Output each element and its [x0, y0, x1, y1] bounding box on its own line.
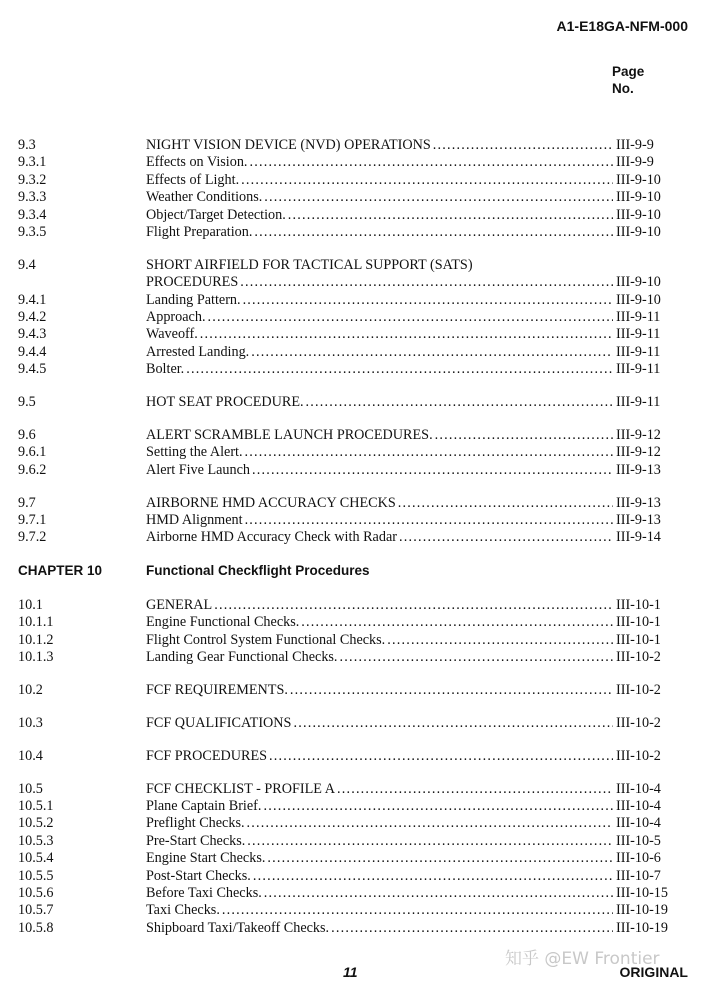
section-title: Approach. — [146, 309, 206, 326]
toc-entry[interactable] — [18, 815, 678, 832]
section-title: SHORT AIRFIELD FOR TACTICAL SUPPORT (SATS) — [146, 256, 473, 273]
leader-dots — [304, 394, 613, 411]
page-ref: III-9-11 — [616, 343, 661, 360]
page-ref: III-9-9 — [616, 154, 654, 171]
leader-dots — [267, 748, 613, 765]
section-title: GENERAL — [146, 596, 213, 613]
section-number: 10.2 — [18, 681, 43, 698]
section-number: 10.3 — [18, 714, 43, 731]
section-title: NIGHT VISION DEVICE (NVD) OPERATIONS — [146, 137, 431, 153]
toc-group — [18, 682, 678, 699]
toc-entry[interactable] — [18, 154, 678, 171]
leader-dots — [385, 632, 613, 649]
section-number: 9.3.3 — [18, 189, 47, 206]
section-number: 9.6.2 — [18, 461, 47, 478]
section-number: 10.5 — [18, 780, 43, 797]
toc-entry[interactable] — [18, 614, 678, 631]
page-ref: III-9-11 — [616, 394, 661, 411]
section-number: 9.3.5 — [18, 223, 47, 240]
toc-group — [18, 394, 678, 411]
section-number: 10.1.2 — [18, 631, 54, 648]
page-ref: III-9-14 — [616, 529, 661, 546]
toc-group — [18, 427, 678, 479]
section-title: Engine Functional Checks. — [146, 614, 300, 631]
toc-group — [18, 257, 678, 379]
page-ref: III-10-2 — [616, 681, 661, 698]
section-number: 9.4.3 — [18, 326, 47, 343]
page-ref: III-10-4 — [616, 797, 661, 814]
toc-group — [18, 748, 678, 765]
toc-entry[interactable] — [18, 427, 678, 444]
section-number: 10.1.3 — [18, 648, 54, 665]
page-ref: III-9-12 — [616, 444, 661, 461]
table-of-contents — [18, 137, 678, 937]
leader-dots — [212, 597, 613, 614]
toc-entry[interactable] — [18, 682, 678, 699]
toc-group — [18, 715, 678, 732]
section-title: FCF PROCEDURES — [146, 747, 268, 764]
leader-dots — [265, 850, 613, 867]
section-number: 10.5.2 — [18, 815, 54, 832]
section-title: Effects on Vision. — [146, 154, 248, 171]
section-title: ALERT SCRAMBLE LAUNCH PROCEDURES. — [146, 426, 433, 443]
toc-group — [18, 781, 678, 938]
page-ref: III-9-10 — [616, 223, 661, 240]
section-title: Preflight Checks. — [146, 815, 245, 832]
toc-entry[interactable] — [18, 326, 678, 343]
leader-dots — [329, 920, 613, 937]
leader-dots — [184, 361, 613, 378]
toc-entry-continuation[interactable] — [18, 274, 678, 291]
section-title: Effects of Light. — [146, 171, 240, 188]
page-ref: III-10-1 — [616, 596, 661, 613]
toc-entry[interactable] — [18, 902, 678, 919]
leader-dots — [247, 154, 613, 171]
toc-entry[interactable] — [18, 885, 678, 902]
page-ref: III-9-12 — [616, 426, 661, 443]
section-number: 10.1 — [18, 596, 43, 613]
section-title: AIRBORNE HMD ACCURACY CHECKS — [146, 494, 396, 511]
leader-dots — [252, 224, 613, 241]
leader-dots — [245, 833, 613, 850]
section-title: Engine Start Checks. — [146, 850, 266, 867]
leader-dots — [250, 462, 613, 479]
section-number: 9.5 — [18, 394, 36, 411]
leader-dots — [291, 715, 613, 732]
section-number: 9.7.1 — [18, 512, 47, 529]
section-number: 10.5.1 — [18, 797, 54, 814]
page-column-header — [612, 63, 644, 97]
leader-dots — [245, 815, 613, 832]
section-title: FCF REQUIREMENTS. — [146, 681, 288, 698]
leader-dots — [397, 529, 613, 546]
section-title: Shipboard Taxi/Takeoff Checks. — [146, 919, 330, 936]
section-number: 9.3 — [18, 137, 36, 153]
page-ref: III-10-19 — [616, 902, 668, 919]
section-number: 9.3.1 — [18, 154, 47, 171]
section-title: Setting the Alert. — [146, 444, 243, 461]
toc-entry[interactable] — [18, 309, 678, 326]
leader-dots — [396, 495, 613, 512]
page-ref: III-9-13 — [616, 461, 661, 478]
page-ref: III-9-9 — [616, 137, 654, 153]
section-title: Before Taxi Checks. — [146, 884, 262, 901]
section-title: Landing Gear Functional Checks. — [146, 648, 338, 665]
revision-status: ORIGINAL — [619, 964, 688, 980]
chapter-heading — [18, 563, 678, 581]
section-number: 9.3.2 — [18, 171, 47, 188]
section-title: Post-Start Checks. — [146, 867, 251, 884]
page-ref: III-9-13 — [616, 512, 661, 529]
page-ref: III-10-4 — [616, 780, 661, 797]
toc-entry[interactable] — [18, 512, 678, 529]
section-title: Waveoff. — [146, 326, 198, 343]
leader-dots — [433, 427, 613, 444]
page-ref: III-9-10 — [616, 274, 661, 291]
page-number: 11 — [343, 964, 358, 980]
page-ref: III-9-11 — [616, 309, 661, 326]
toc-entry[interactable] — [18, 833, 678, 850]
page-ref: III-10-2 — [616, 714, 661, 731]
section-number: 9.4.2 — [18, 309, 47, 326]
section-title: Airborne HMD Accuracy Check with Radar — [146, 529, 397, 546]
toc-group — [18, 495, 678, 547]
page-ref: III-10-15 — [616, 884, 668, 901]
toc-entry[interactable] — [18, 920, 678, 937]
section-number: 10.5.6 — [18, 884, 54, 901]
section-title: FCF QUALIFICATIONS — [146, 714, 292, 731]
leader-dots — [239, 172, 613, 189]
page-ref: III-10-1 — [616, 631, 661, 648]
section-number: 9.7.2 — [18, 529, 47, 546]
leader-dots — [238, 274, 613, 291]
section-title: Arrested Landing. — [146, 343, 250, 360]
toc-entry[interactable] — [18, 444, 678, 461]
toc-entry[interactable] — [18, 462, 678, 479]
document-id: A1-E18GA-NFM-000 — [556, 18, 688, 34]
toc-entry[interactable] — [18, 649, 678, 666]
leader-dots — [262, 885, 613, 902]
toc-entry[interactable] — [18, 781, 678, 798]
page-ref: III-9-11 — [616, 326, 661, 343]
toc-entry[interactable] — [18, 394, 678, 411]
section-number: 10.5.7 — [18, 902, 54, 919]
leader-dots — [198, 326, 613, 343]
page-ref: III-9-10 — [616, 171, 661, 188]
section-number: 10.5.8 — [18, 919, 54, 936]
section-number: 9.4.5 — [18, 361, 47, 378]
page-ref: III-9-10 — [616, 189, 661, 206]
section-title: FCF CHECKLIST - PROFILE A — [146, 780, 335, 797]
section-number: 9.3.4 — [18, 206, 47, 223]
leader-dots — [241, 292, 613, 309]
page-ref: III-9-11 — [616, 361, 661, 378]
page-ref: III-9-13 — [616, 494, 661, 511]
page-ref: III-10-1 — [616, 614, 661, 631]
toc-entry[interactable] — [18, 597, 678, 614]
toc-entry[interactable] — [18, 361, 678, 378]
toc-group — [18, 137, 678, 241]
section-title: PROCEDURES — [146, 274, 239, 291]
section-title: Taxi Checks. — [146, 902, 220, 919]
chapter-label: CHAPTER 10 — [18, 563, 103, 579]
page-ref: III-10-19 — [616, 919, 668, 936]
section-title: Flight Preparation. — [146, 223, 253, 240]
section-number: 9.6 — [18, 426, 36, 443]
toc-entry[interactable] — [18, 189, 678, 206]
leader-dots — [337, 649, 613, 666]
toc-entry[interactable] — [18, 798, 678, 815]
leader-dots — [249, 344, 613, 361]
page-column-label: Page — [612, 64, 645, 79]
page-ref: III-10-5 — [616, 832, 661, 849]
leader-dots — [206, 309, 614, 326]
leader-dots — [431, 137, 613, 154]
watermark: 知乎 @EW Frontier — [505, 949, 660, 969]
page-ref: III-10-4 — [616, 815, 661, 832]
section-title: Weather Conditions. — [146, 189, 263, 206]
leader-dots — [335, 781, 613, 798]
toc-entry[interactable] — [18, 224, 678, 241]
toc-entry[interactable] — [18, 868, 678, 885]
page-ref: III-10-2 — [616, 747, 661, 764]
section-title: Alert Five Launch — [146, 461, 251, 478]
section-number: 9.6.1 — [18, 444, 47, 461]
page-ref: III-10-7 — [616, 867, 661, 884]
section-number: 9.4 — [18, 256, 36, 273]
leader-dots — [261, 798, 613, 815]
section-number: 10.5.5 — [18, 867, 54, 884]
section-number: 10.5.3 — [18, 832, 54, 849]
toc-entry[interactable] — [18, 207, 678, 224]
section-title: HMD Alignment — [146, 512, 243, 529]
toc-entry[interactable] — [18, 495, 678, 512]
page-column-label: No. — [612, 81, 634, 96]
page-ref: III-9-10 — [616, 206, 661, 223]
leader-dots — [286, 207, 613, 224]
section-title: HOT SEAT PROCEDURE. — [146, 394, 304, 411]
toc-entry[interactable] — [18, 344, 678, 361]
page-ref: III-9-10 — [616, 291, 661, 308]
leader-dots — [243, 444, 613, 461]
section-title: Object/Target Detection. — [146, 206, 286, 223]
toc-entry[interactable] — [18, 292, 678, 309]
section-title: Bolter. — [146, 361, 185, 378]
section-number: 10.5.4 — [18, 850, 54, 867]
toc-entry[interactable] — [18, 748, 678, 765]
toc-entry[interactable] — [18, 257, 678, 274]
leader-dots — [251, 868, 613, 885]
page-ref: III-10-6 — [616, 850, 661, 867]
toc-entry[interactable] — [18, 715, 678, 732]
section-title: Flight Control System Functional Checks. — [146, 631, 386, 648]
toc-entry[interactable] — [18, 850, 678, 867]
toc-entry[interactable] — [18, 529, 678, 546]
section-title: Pre-Start Checks. — [146, 832, 246, 849]
section-number: 10.4 — [18, 747, 43, 764]
toc-entry[interactable] — [18, 137, 678, 154]
toc-entry[interactable] — [18, 632, 678, 649]
leader-dots — [243, 512, 613, 529]
section-number: 9.4.1 — [18, 291, 47, 308]
leader-dots — [262, 189, 613, 206]
leader-dots — [299, 614, 613, 631]
section-title: Plane Captain Brief. — [146, 797, 262, 814]
section-number: 9.7 — [18, 494, 36, 511]
toc-group — [18, 597, 678, 667]
leader-dots — [220, 902, 613, 919]
toc-entry[interactable] — [18, 172, 678, 189]
chapter-title: Functional Checkflight Procedures — [146, 563, 370, 579]
section-title: Landing Pattern. — [146, 291, 241, 308]
section-number: 9.4.4 — [18, 343, 47, 360]
leader-dots — [288, 682, 613, 699]
section-number: 10.1.1 — [18, 614, 54, 631]
page-ref: III-10-2 — [616, 648, 661, 665]
